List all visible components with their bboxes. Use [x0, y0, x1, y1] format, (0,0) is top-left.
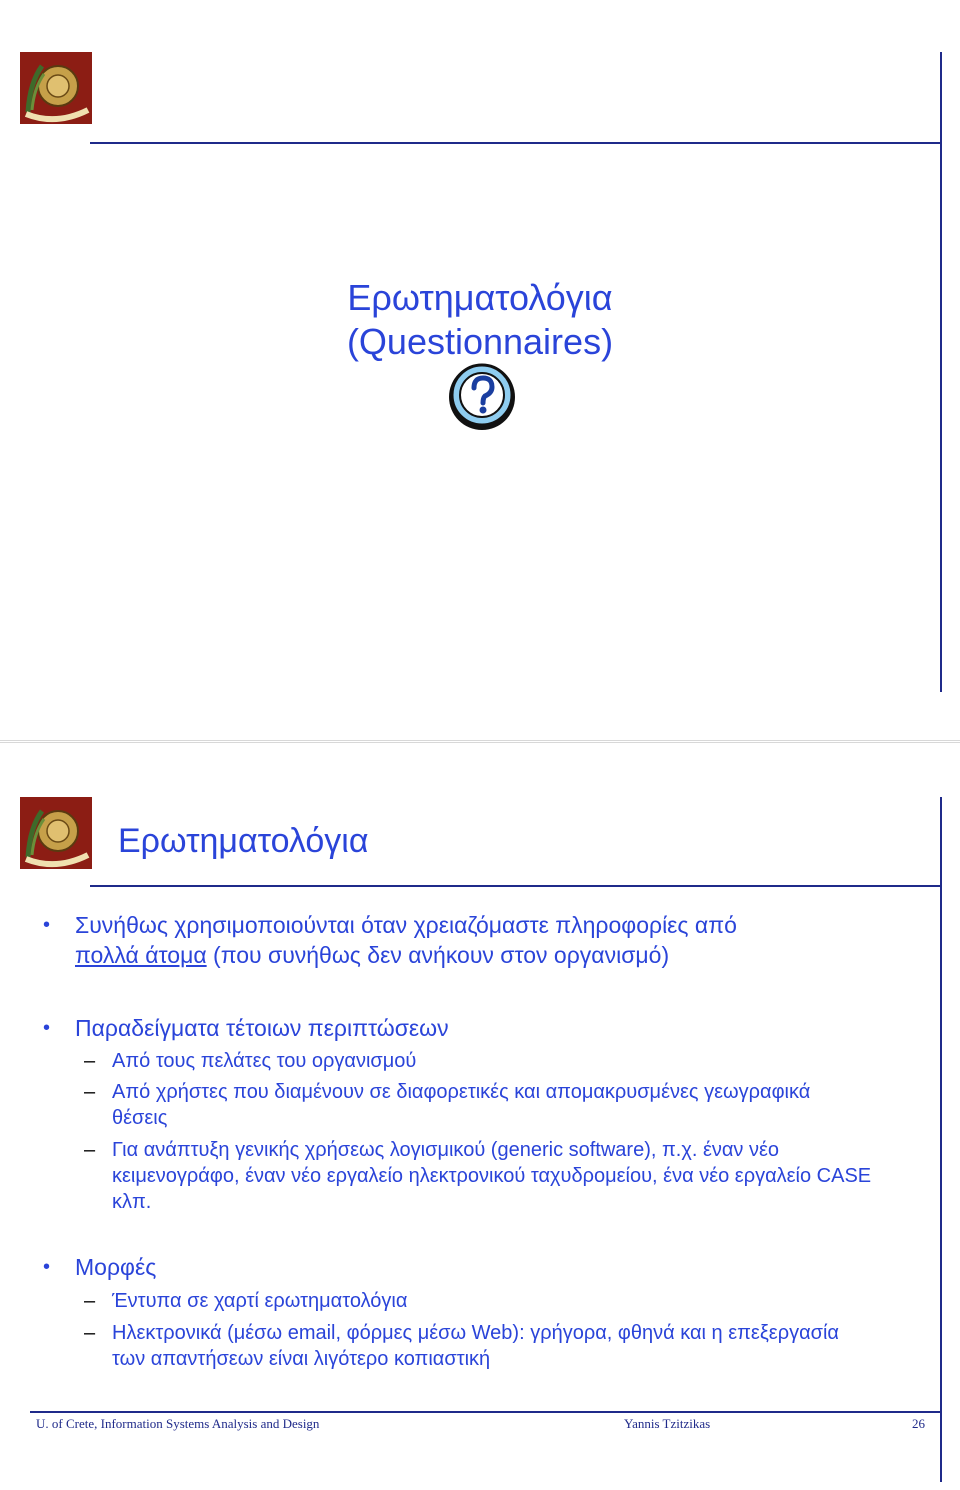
- bullet-1-underlined-text: πολλά άτομα: [75, 942, 207, 968]
- slide-1-title-line-2: (Questionnaires): [346, 321, 614, 362]
- dash: –: [84, 1050, 96, 1072]
- subitem-2-1: [84, 1048, 912, 1074]
- university-logo: [20, 52, 92, 124]
- slide-2-header-rule: [90, 885, 942, 887]
- bullet-1-text-part-1: Συνήθως χρησιμοποιούνται όταν χρειαζόμαστε πληροφορίες από: [75, 912, 737, 938]
- question-mark-icon: [440, 362, 524, 432]
- bullet-1-text-part-2: (που συνήθως δεν ανήκουν στον οργανισμό): [206, 942, 670, 968]
- dash: –: [84, 1322, 96, 1344]
- university-logo: [20, 797, 92, 869]
- dash: –: [84, 1290, 96, 1312]
- slide-1: [0, 0, 960, 741]
- bullet-3: [43, 1252, 915, 1282]
- dash: –: [84, 1139, 96, 1161]
- subitem-3-2: [84, 1320, 872, 1372]
- slide-1-title-line-1: Ερωτηματολόγια: [347, 277, 613, 318]
- subitem-2-3-text: Για ανάπτυξη γενικής χρήσεως λογισμικού (generic software), π.χ. έναν νέο κειμενογράφο, έναν νέο εργαλείο ηλεκτρονικού ταχυδρομείου, ένα νέο εργαλείο CASE κλπ.: [112, 1139, 872, 1213]
- footer-rule: [30, 1411, 942, 1413]
- footer-course: U. of Crete, Information Systems Analysis and Design: [36, 1416, 320, 1431]
- footer-author: Yannis Tzitzikas: [624, 1416, 711, 1431]
- slide-1-right-rule: [940, 52, 942, 692]
- slide-1-header-rule: [90, 142, 942, 144]
- bullet-dot: •: [43, 1017, 51, 1039]
- bullet-dot: •: [43, 1256, 51, 1278]
- bullet-dot: •: [43, 914, 51, 936]
- bullet-1: [43, 910, 915, 970]
- subitem-2-1-text: Από τους πελάτες του οργανισμού: [112, 1050, 417, 1072]
- dash: –: [84, 1081, 96, 1103]
- slide-1-title: [0, 276, 960, 364]
- bullet-3-text: Μορφές: [75, 1254, 157, 1280]
- footer-page-number: 26: [912, 1416, 925, 1431]
- bullet-2: [43, 1013, 915, 1043]
- slide-2-right-rule: [940, 797, 942, 1482]
- subitem-3-1: [84, 1288, 912, 1314]
- slide-2-title: Ερωτηματολόγια: [118, 822, 369, 860]
- subitem-3-2-text: Ηλεκτρονικά (μέσω email, φόρμες μέσω Web): γρήγορα, φθηνά και η επεξεργασία των απαντήσεων είναι λιγότερο κοπιαστική: [112, 1322, 839, 1370]
- subitem-2-3: [84, 1137, 912, 1215]
- bullet-2-text: Παραδείγματα τέτοιων περιπτώσεων: [75, 1015, 449, 1041]
- subitem-3-1-text: Έντυπα σε χαρτί ερωτηματολόγια: [112, 1290, 408, 1312]
- subitem-2-2-text: Από χρήστες που διαμένουν σε διαφορετικές και απομακρυσμένες γεωγραφικά θέσεις: [112, 1081, 811, 1129]
- subitem-2-2: [84, 1079, 832, 1131]
